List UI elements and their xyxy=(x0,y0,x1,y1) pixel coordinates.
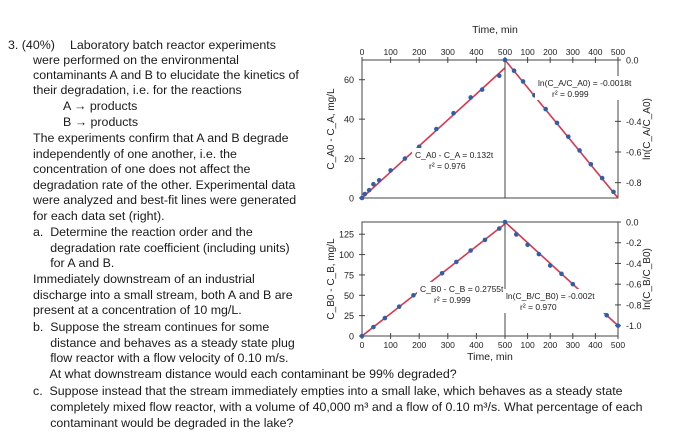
data-point xyxy=(468,248,473,253)
data-point xyxy=(611,190,616,195)
y-tick-label: 100 xyxy=(338,250,354,261)
x-tick-label: 200 xyxy=(543,47,558,57)
body-line: concentration of one does not affect the xyxy=(33,162,251,176)
data-point xyxy=(397,304,402,309)
data-point xyxy=(571,282,576,287)
x-tick-label: 400 xyxy=(469,47,484,57)
reaction-a: A → products xyxy=(63,99,138,113)
y-axis-label: ln(C_A/C_A0) xyxy=(642,98,653,160)
y-tick-label: 0.0 xyxy=(626,55,639,66)
y-tick-label: -0.6 xyxy=(626,279,642,290)
intro-line: their degradation, i.e. for the reactions xyxy=(33,83,242,97)
data-point xyxy=(548,263,553,268)
part-a-line: degradation rate coefficient (including units) xyxy=(33,241,290,255)
x-tick-label: 400 xyxy=(588,340,603,350)
x-tick-label: 300 xyxy=(565,47,580,57)
y-axis-label: C_A0 - C_A, mg/L xyxy=(326,88,337,170)
y-axis-label: C_B0 - C_B, mg/L xyxy=(326,238,337,320)
body-line: degradation rate of the other. Experimental data xyxy=(33,178,296,192)
data-point xyxy=(371,182,376,187)
fit-equation-label: C_A0 - C_A = 0.132t xyxy=(415,150,494,160)
intro-line: Laboratory batch reactor experiments xyxy=(70,38,276,52)
fit-equation-label: ln(C_A/C_A0) = -0.0018t xyxy=(538,78,632,88)
x-tick-label: 400 xyxy=(469,340,484,350)
x-tick-label: 400 xyxy=(588,47,603,57)
data-point xyxy=(468,95,473,100)
downstream-line: Immediately downstream of an industrial xyxy=(33,272,255,286)
data-point xyxy=(521,79,526,84)
x-tick-label: 500 xyxy=(497,340,513,350)
data-point xyxy=(434,127,439,132)
fit-r2-label: r² = 0.970 xyxy=(520,302,557,312)
data-point xyxy=(604,313,609,318)
fit-r2-label: r² = 0.999 xyxy=(434,295,471,305)
body-line: were analyzed and best-fit lines were generated xyxy=(33,193,297,207)
data-point xyxy=(483,238,488,243)
part-c-line: c. Suppose instead that the stream immediately empties into a small lake, which behaves as a steady state xyxy=(33,384,623,398)
y-tick-label: 25 xyxy=(343,311,354,322)
fit-equation-label: C_B0 - C_B = 0.2755t xyxy=(420,284,504,294)
fit-r2-label: r² = 0.999 xyxy=(552,89,589,99)
data-point xyxy=(497,226,502,231)
x-tick-label: 100 xyxy=(383,47,398,57)
y-tick-label: -0.8 xyxy=(626,300,642,311)
chart-panel-bottom-left xyxy=(326,222,529,342)
fit-r2-label: r² = 0.976 xyxy=(429,161,466,171)
y-tick-label: 75 xyxy=(343,270,354,281)
x-tick-label: 0 xyxy=(359,340,365,350)
y-tick-label: -1.0 xyxy=(626,321,642,332)
data-point xyxy=(363,192,368,197)
part-b-line: At what downstream distance would each contaminant be 99% degraded? xyxy=(33,367,457,381)
chart-panel-bottom-right xyxy=(503,218,653,340)
y-tick-label: 0 xyxy=(348,193,354,204)
data-point xyxy=(403,156,408,161)
problem-number: 3. (40%) xyxy=(8,38,55,52)
part-b-line: distance and behaves as a steady state plug xyxy=(33,336,295,350)
part-b-line: b. Suppose the stream continues for some xyxy=(33,320,270,334)
part-a-line: a. Determine the reaction order and the xyxy=(33,225,253,239)
bottom-axis-title: Time, min xyxy=(467,351,513,363)
x-tick-label: 300 xyxy=(565,340,580,350)
data-point xyxy=(454,260,459,265)
intro-line: contaminants A and B to elucidate the kinetics of xyxy=(33,68,299,82)
x-tick-label: 200 xyxy=(412,340,427,350)
part-b-line: flow reactor with a flow velocity of 0.10 m/s. xyxy=(33,351,289,365)
x-tick-label: 100 xyxy=(520,47,535,57)
data-point xyxy=(360,334,365,339)
fit-equation-label: ln(C_B/C_B0) = -0.002t xyxy=(506,291,595,301)
data-point xyxy=(451,111,456,116)
data-point xyxy=(497,73,502,78)
y-tick-label: -0.4 xyxy=(626,116,642,127)
data-point xyxy=(371,325,376,330)
y-tick-label: -0.6 xyxy=(626,147,642,158)
y-tick-label: -0.2 xyxy=(626,238,642,249)
x-tick-label: 500 xyxy=(610,340,626,350)
y-tick-label: -0.8 xyxy=(626,178,642,189)
data-point xyxy=(503,220,508,225)
y-tick-label: 60 xyxy=(343,75,354,86)
x-tick-label: 300 xyxy=(440,47,455,57)
x-tick-label: 200 xyxy=(543,340,558,350)
y-axis-label: ln(C_B/C_B0) xyxy=(642,248,653,310)
data-point xyxy=(543,107,548,112)
data-point xyxy=(377,178,382,183)
data-point xyxy=(559,272,564,277)
data-point xyxy=(537,252,542,257)
body-line: for each data set (right). xyxy=(33,209,165,223)
part-c-line: contaminant would be degraded in the lake? xyxy=(33,416,294,430)
data-point xyxy=(589,162,594,167)
y-tick-label: -0.4 xyxy=(626,258,642,269)
panel-frame xyxy=(505,222,618,336)
x-tick-label: 300 xyxy=(440,340,455,350)
data-point xyxy=(503,58,508,63)
y-tick-label: 50 xyxy=(343,290,354,301)
data-point xyxy=(577,148,582,153)
data-point xyxy=(616,323,621,328)
data-point xyxy=(388,168,393,173)
x-tick-label: 100 xyxy=(520,340,535,350)
chart-panel-top-left xyxy=(326,57,524,204)
y-tick-label: 0 xyxy=(348,331,354,342)
y-tick-label: 125 xyxy=(338,229,354,240)
y-tick-label: 0.0 xyxy=(626,217,639,228)
top-axis-title: Time, min xyxy=(472,24,518,36)
y-tick-label: 20 xyxy=(343,154,354,165)
reaction-b: B → products xyxy=(63,115,139,129)
x-tick-label: 0 xyxy=(359,47,365,57)
data-point xyxy=(383,316,388,321)
data-point xyxy=(525,243,530,248)
data-point xyxy=(555,121,560,126)
body-line: The experiments confirm that A and B degrade xyxy=(33,131,289,145)
data-point xyxy=(440,271,445,276)
data-point xyxy=(360,196,365,201)
x-tick-label: 100 xyxy=(383,340,398,350)
data-point xyxy=(367,188,372,193)
data-point xyxy=(411,293,416,298)
part-c-line: completely mixed flow reactor, with a volume of 40,000 m³ and a flow of 0.10 m³/s. What percentage of each xyxy=(33,400,643,414)
x-tick-label: 500 xyxy=(610,47,626,57)
data-point xyxy=(566,134,571,139)
downstream-line: present at a concentration of 10 mg/L. xyxy=(33,303,242,317)
part-a-line: for A and B. xyxy=(33,256,115,270)
data-point xyxy=(480,87,485,92)
data-point xyxy=(514,232,519,237)
x-tick-label: 500 xyxy=(497,47,513,57)
chart-panels xyxy=(326,47,653,350)
body-line: independently of one another, i.e. the xyxy=(33,147,237,161)
fit-line xyxy=(362,68,505,198)
y-tick-label: 40 xyxy=(343,114,354,125)
downstream-line: discharge into a small stream, both A and B are xyxy=(33,288,293,302)
panel-frame xyxy=(362,60,505,198)
intro-line: were performed on the environmental xyxy=(33,53,239,67)
x-tick-label: 200 xyxy=(412,47,427,57)
data-point xyxy=(600,176,605,181)
chart-panel-top-right xyxy=(503,56,653,199)
problem-weight: (40%) xyxy=(21,38,55,52)
data-point xyxy=(512,68,517,73)
